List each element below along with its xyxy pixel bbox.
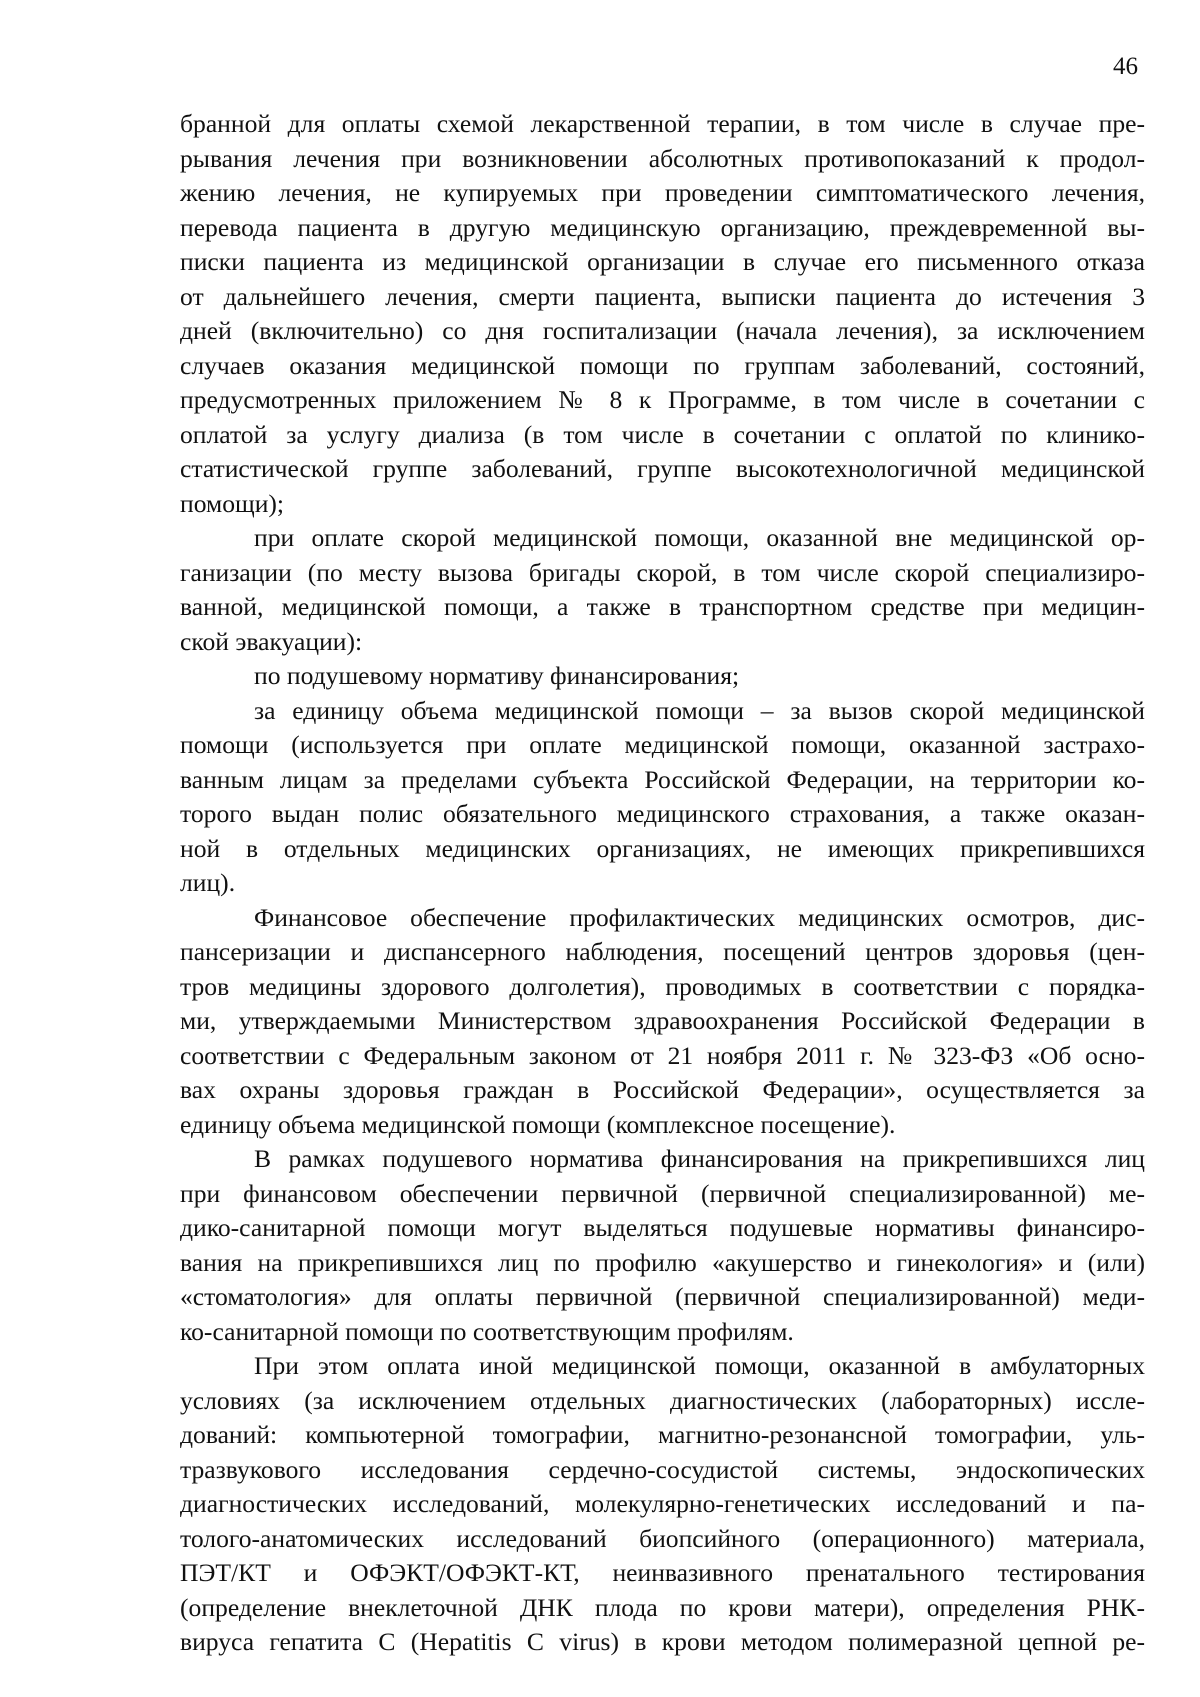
- text-line: ко-санитарной помощи по соответствующим профилям.: [180, 1316, 794, 1346]
- document-body: [180, 107, 1145, 1660]
- page-number: 46: [1113, 53, 1138, 80]
- text-line: вах охраны здоровья граждан в Российской Федерации», осуществляется за: [180, 1075, 1145, 1104]
- text-line: диагностических исследований, молекулярно-генетических исследований и па-: [180, 1489, 1145, 1518]
- text-line: ванной, медицинской помощи, а также в транспортном средстве при медицин-: [180, 592, 1145, 621]
- text-line: ской эвакуации):: [180, 626, 363, 656]
- text-line: условиях (за исключением отдельных диагностических (лабораторных) иссле-: [180, 1385, 1145, 1415]
- text-line: ной в отдельных медицинских организациях, не имеющих прикрепившихся: [180, 833, 1145, 863]
- text-line: ми, утверждаемыми Министерством здравоохранения Российской Федерации в: [180, 1006, 1145, 1035]
- text-line: пансеризации и диспансерного наблюдения, посещений центров здоровья (цен-: [180, 937, 1145, 966]
- text-line: В рамках подушевого норматива финансирования на прикрепившихся лиц: [254, 1144, 1145, 1173]
- text-line: ганизации (по месту вызова бригады скорой, в том числе скорой специализиро-: [180, 557, 1145, 587]
- text-line: толого-анатомических исследований биопсийного (операционного) материала,: [180, 1523, 1145, 1553]
- text-line: за единицу объема медицинской помощи – за вызов скорой медицинской: [254, 695, 1145, 725]
- text-line: (определение внеклеточной ДНК плода по крови матери), определения РНК-: [180, 1592, 1145, 1622]
- text-line: помощи (используется при оплате медицинской помощи, оказанной застрахо-: [180, 730, 1145, 759]
- text-line: соответствии с Федеральным законом от 21 ноября 2011 г. № 323-ФЗ «Об осно-: [180, 1040, 1145, 1070]
- text-line: рывания лечения при возникновении абсолютных противопоказаний к продол-: [180, 143, 1145, 173]
- text-line: дований: компьютерной томографии, магнитно-резонансной томографии, уль-: [180, 1420, 1145, 1449]
- text-line: при финансовом обеспечении первичной (первичной специализированной) ме-: [180, 1178, 1145, 1208]
- text-line: единицу объема медицинской помощи (комплексное посещение).: [180, 1109, 896, 1139]
- text-line: лиц).: [180, 868, 236, 897]
- text-line: дико-санитарной помощи могут выделяться подушевые нормативы финансиро-: [180, 1213, 1145, 1242]
- text-line: тразвукового исследования сердечно-сосудистой системы, эндоскопических: [180, 1454, 1145, 1484]
- text-line: при оплате скорой медицинской помощи, оказанной вне медицинской ор-: [254, 523, 1145, 552]
- text-line: бранной для оплаты схемой лекарственной терапии, в том числе в случае пре-: [180, 109, 1145, 138]
- text-line: помощи);: [180, 488, 285, 518]
- text-line: При этом оплата иной медицинской помощи, оказанной в амбулаторных: [254, 1351, 1145, 1380]
- text-line: вания на прикрепившихся лиц по профилю «акушерство и гинекология» и (или): [180, 1247, 1145, 1277]
- text-line: дней (включительно) со дня госпитализации (начала лечения), за исключением: [180, 316, 1145, 345]
- text-line: от дальнейшего лечения, смерти пациента, выписки пациента до истечения 3: [180, 281, 1145, 311]
- text-line: писки пациента из медицинской организации в случае его письменного отказа: [180, 247, 1145, 276]
- text-line: вируса гепатита С (Hepatitis C virus) в крови методом полимеразной цепной ре-: [180, 1627, 1145, 1656]
- text-line: «стоматология» для оплаты первичной (первичной специализированной) меди-: [180, 1282, 1145, 1311]
- text-line: предусмотренных приложением № 8 к Программе, в том числе в сочетании с: [180, 385, 1145, 414]
- text-line: оплатой за услугу диализа (в том числе в сочетании с оплатой по клинико-: [180, 419, 1145, 449]
- text-line: ПЭТ/КТ и ОФЭКТ/ОФЭКТ-КТ, неинвазивного пренатального тестирования: [180, 1558, 1145, 1587]
- text-line: перевода пациента в другую медицинскую организацию, преждевременной вы-: [180, 212, 1145, 242]
- text-line: жению лечения, не купируемых при проведении симптоматического лечения,: [180, 178, 1145, 207]
- text-line: Финансовое обеспечение профилактических медицинских осмотров, дис-: [254, 902, 1145, 932]
- text-line: по подушевому нормативу финансирования;: [254, 661, 740, 690]
- text-line: ванным лицам за пределами субъекта Российской Федерации, на территории ко-: [180, 764, 1145, 794]
- text-line: тров медицины здорового долголетия), проводимых в соответствии с порядка-: [180, 971, 1145, 1001]
- text-line: статистической группе заболеваний, группе высокотехнологичной медицинской: [180, 454, 1145, 483]
- text-line: случаев оказания медицинской помощи по группам заболеваний, состояний,: [180, 350, 1145, 380]
- text-line: торого выдан полис обязательного медицинского страхования, а также оказан-: [180, 799, 1145, 828]
